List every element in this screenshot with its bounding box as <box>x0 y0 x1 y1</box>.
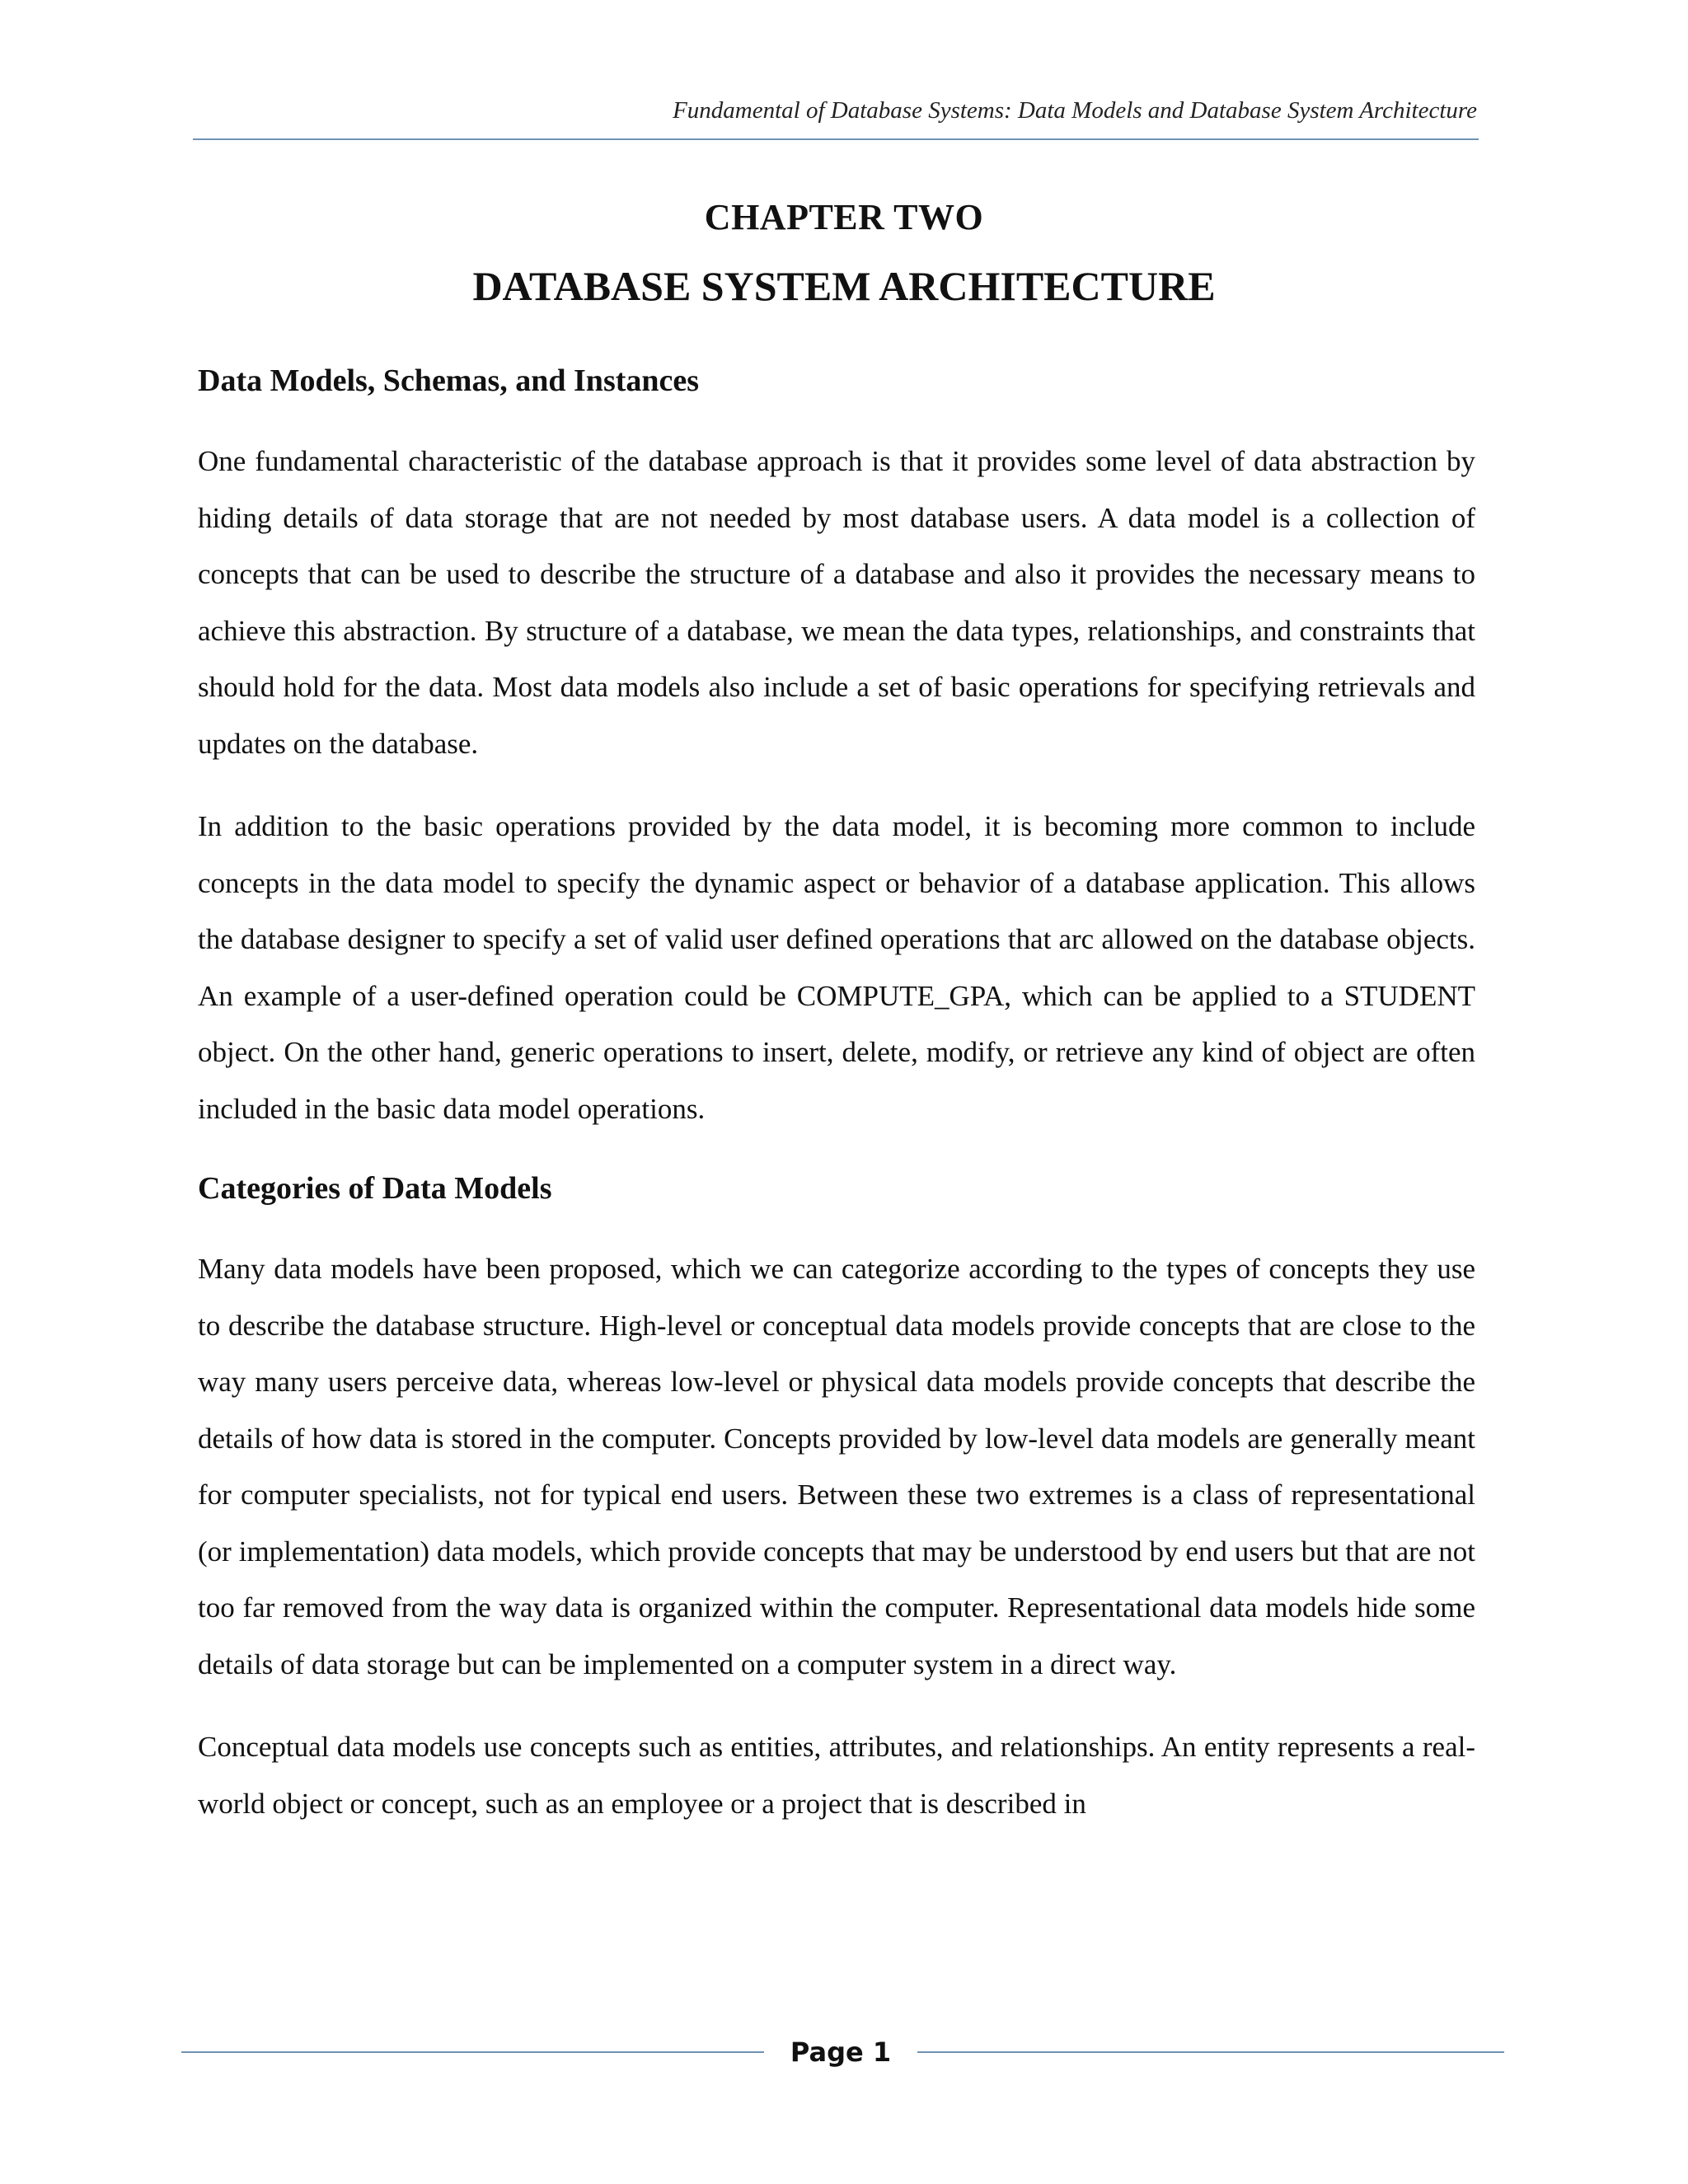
paragraph: In addition to the basic operations provided by the data model, it is becoming more common to include concepts in the data model to specify the dynamic aspect or behavior of a database application. This allows the database designer to specify a set of valid user defined operations that arc allowed on the database objects. An example of a user-defined operation could be COMPUTE_GPA, which can be applied to a STUDENT object. On the other hand, generic operations to insert, delete, modify, or retrieve any kind of object are often included in the basic data model operations. <box>198 810 1475 1125</box>
paragraph: Many data models have been proposed, which we can categorize according to the types of concepts they use to describe the database structure. High-level or conceptual data models provide concepts that are close to the way many users perceive data, whereas low-level or physical data models provide concepts that describe the details of how data is stored in the computer. Concepts provided by low-level data models are generally meant for computer specialists, not for typical end users. Between these two extremes is a class of representational (or implementation) data models, which provide concepts that may be understood by end users but that are not too far removed from the way data is organized within the computer. Representational data models hide some details of data storage but can be implemented on a computer system in a direct way. <box>198 1253 1475 1680</box>
paragraph: One fundamental characteristic of the database approach is that it provides some level of data abstraction by hiding details of data storage that are not needed by most database users. A data model is a collection of concepts that can be used to describe the structure of a database and also it provides the necessary means to achieve this abstraction. By structure of a database, we mean the data types, relationships, and constraints that should hold for the data. Most data models also include a set of basic operations for specifying retrievals and updates on the database. <box>198 445 1475 760</box>
running-header: Fundamental of Database Systems: Data Models and Database System Architecture <box>673 97 1477 124</box>
chapter-title: DATABASE SYSTEM ARCHITECTURE <box>472 263 1216 309</box>
document-body <box>198 356 1475 1832</box>
page-footer <box>181 2034 1504 2070</box>
section-heading: Categories of Data Models <box>198 1171 552 1206</box>
page-number: Page 1 <box>790 2036 892 2068</box>
section-heading: Data Models, Schemas, and Instances <box>198 363 700 398</box>
header-divider <box>193 138 1479 140</box>
chapter-number: CHAPTER TWO <box>704 197 984 237</box>
footer-divider-right <box>917 2051 1504 2053</box>
footer-divider-left <box>181 2051 764 2053</box>
paragraph: Conceptual data models use concepts such as entities, attributes, and relationships. An entity represents a real-world object or concept, such as an employee or a project that is described in <box>198 1731 1475 1820</box>
